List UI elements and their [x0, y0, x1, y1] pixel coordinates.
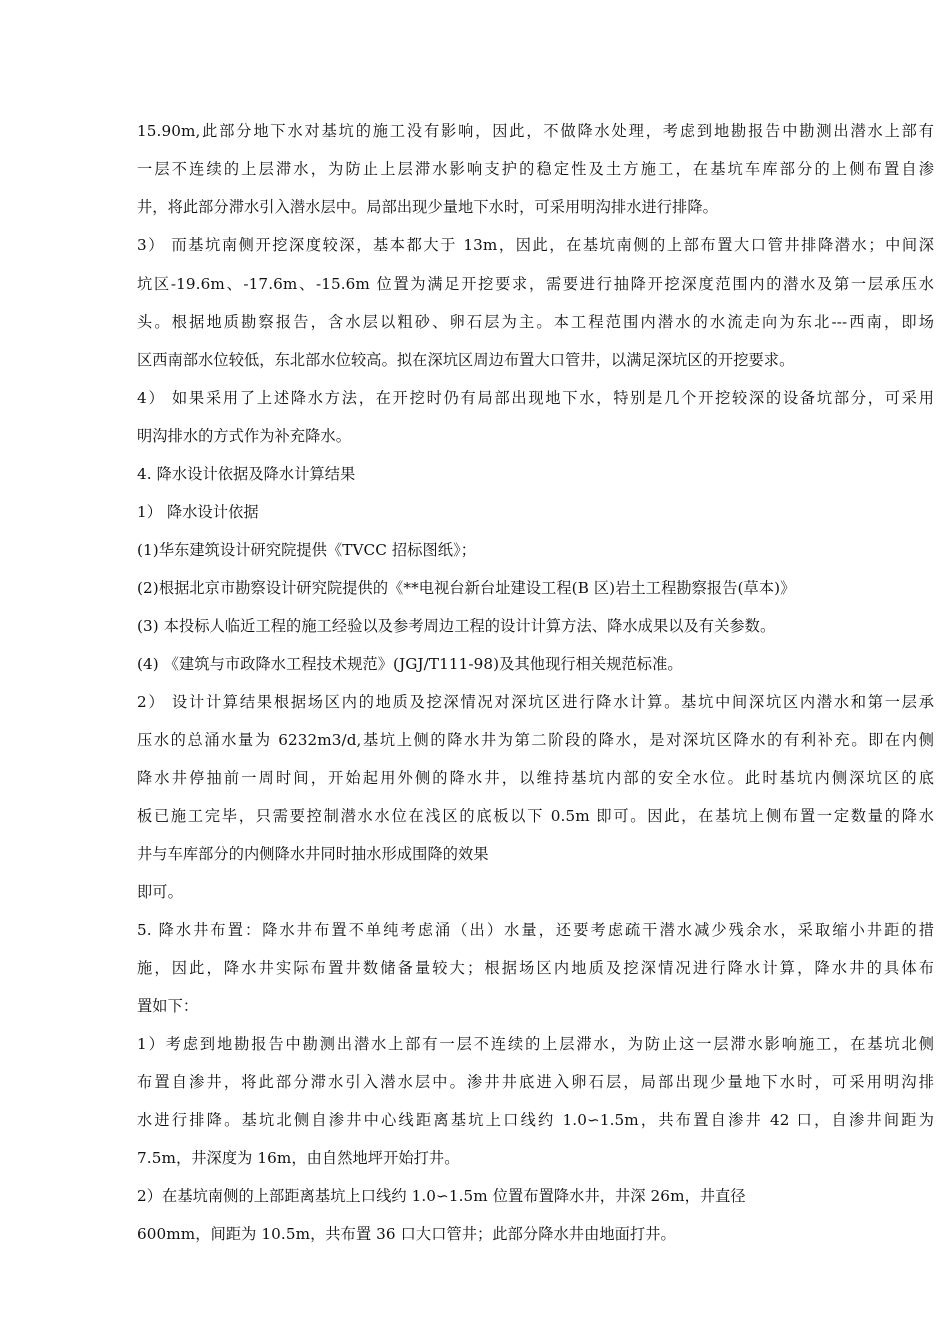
section-heading: 4. 降水设计依据及降水计算结果: [137, 465, 356, 483]
list-item: (1)华东建筑设计研究院提供《TVCC 招标图纸》；: [137, 541, 477, 559]
list-item: (4) 《建筑与市政降水工程技术规范》(JGJ/T111-98)及其他现行相关规范标准。: [137, 655, 683, 673]
paragraph-line: 布置自渗井，将此部分滞水引入潜水层中。渗井井底进入卵石层，局部出现少量地下水时，可采用明沟排: [137, 1073, 934, 1091]
paragraph-line: 井，将此部分滞水引入潜水层中。局部出现少量地下水时，可采用明沟排水进行排降。: [137, 198, 718, 216]
paragraph-line: 头。根据地质勘察报告，含水层以粗砂、卵石层为主。本工程范围内潜水的水流走向为东北---西南，即场: [137, 313, 934, 331]
paragraph-line: 2）在基坑南侧的上部距离基坑上口线约 1.0∽1.5m 位置布置降水井，井深 26m，井直径: [137, 1187, 746, 1205]
paragraph-line: 区西南部水位较低，东北部水位较高。拟在深坑区周边布置大口管井，以满足深坑区的开挖要求。: [137, 351, 795, 369]
paragraph-line: 水进行排降。基坑北侧自渗井中心线距离基坑上口线约 1.0∽1.5m，共布置自渗井 42 口，自渗井间距为: [137, 1111, 934, 1129]
paragraph-line: 明沟排水的方式作为补充降水。: [137, 427, 352, 445]
paragraph-line: 2） 设计计算结果根据场区内的地质及挖深情况对深坑区进行降水计算。基坑中间深坑区内潜水和第一层承: [137, 693, 934, 711]
section-heading: 5. 降水井布置：降水井布置不单纯考虑涌（出）水量，还要考虑疏干潜水减少残余水，采取缩小井距的措: [137, 921, 934, 939]
subsection-heading: 1） 降水设计依据: [137, 503, 259, 521]
paragraph-line: 施，因此，降水井实际布置井数储备量较大；根据场区内地质及挖深情况进行降水计算，降水井的具体布: [137, 959, 934, 977]
paragraph-line: 降水井停抽前一周时间，开始起用外侧的降水井，以维持基坑内部的安全水位。此时基坑内侧深坑区的底: [137, 769, 934, 787]
paragraph-line: 15.90m,此部分地下水对基坑的施工没有影响，因此，不做降水处理，考虑到地勘报告中勘测出潜水上部有: [137, 122, 934, 140]
paragraph-line: 1）考虑到地勘报告中勘测出潜水上部有一层不连续的上层滞水，为防止这一层滞水影响施工，在基坑北侧: [137, 1035, 934, 1053]
paragraph-line: 600mm，间距为 10.5m，共布置 36 口大口管井；此部分降水井由地面打井。: [137, 1225, 676, 1243]
paragraph-line: 置如下：: [137, 997, 199, 1015]
paragraph-line: 板已施工完毕，只需要控制潜水水位在浅区的底板以下 0.5m 即可。因此，在基坑上侧布置一定数量的降水: [137, 807, 934, 825]
paragraph-line: 一层不连续的上层滞水，为防止上层滞水影响支护的稳定性及土方施工，在基坑车库部分的上侧布置自渗: [137, 160, 934, 178]
paragraph-line: 3） 而基坑南侧开挖深度较深，基本都大于 13m，因此，在基坑南侧的上部布置大口管井排降潜水；中间深: [137, 236, 934, 254]
paragraph-line: 井与车库部分的内侧降水井同时抽水形成围降的效果: [137, 845, 489, 863]
paragraph-line: 即可。: [137, 883, 183, 901]
list-item: (3) 本投标人临近工程的施工经验以及参考周边工程的设计计算方法、降水成果以及有关参数。: [137, 617, 776, 635]
list-item: (2)根据北京市勘察设计研究院提供的《**电视台新台址建设工程(B 区)岩土工程勘察报告(草本)》: [137, 579, 796, 597]
paragraph-line: 4） 如果采用了上述降水方法，在开挖时仍有局部出现地下水，特别是几个开挖较深的设备坑部分，可采用: [137, 389, 934, 407]
paragraph-line: 7.5m，井深度为 16m，由自然地坪开始打井。: [137, 1149, 460, 1167]
paragraph-line: 坑区-19.6m、-17.6m、-15.6m 位置为满足开挖要求，需要进行抽降开挖深度范围内的潜水及第一层承压水: [137, 275, 934, 293]
paragraph-line: 压水的总涌水量为 6232m3/d,基坑上侧的降水井为第二阶段的降水，是对深坑区降水的有利补充。即在内侧: [137, 731, 934, 749]
